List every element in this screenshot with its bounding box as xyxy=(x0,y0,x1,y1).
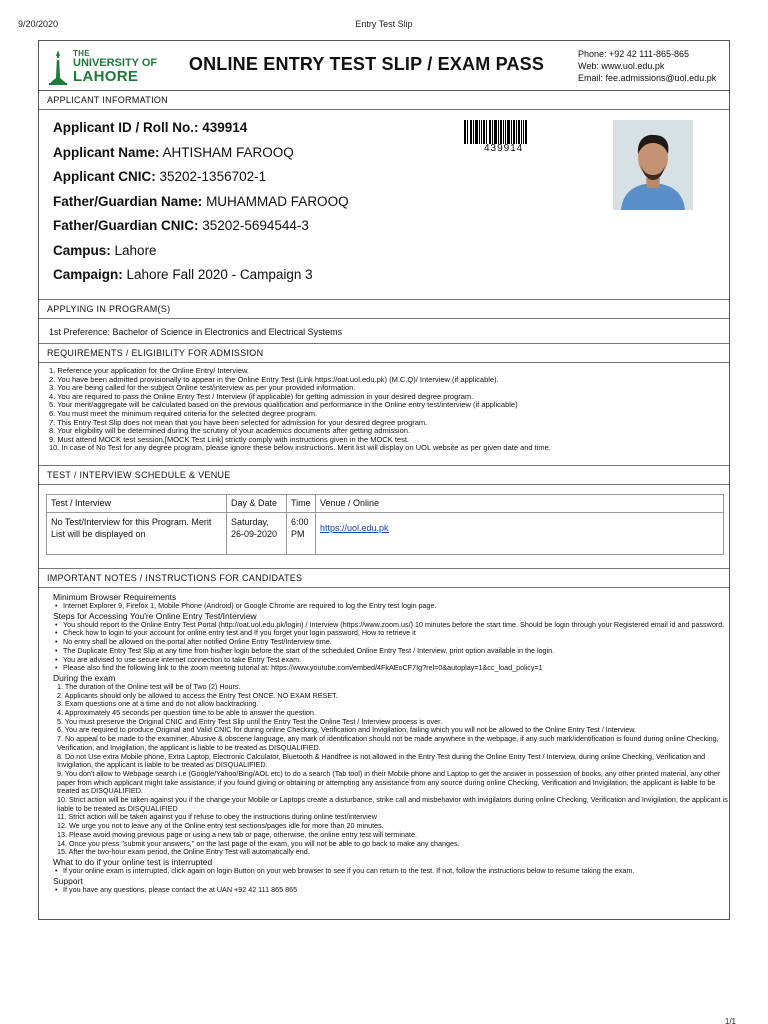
applicant-cnic-row xyxy=(53,169,349,194)
list-item: 4. Approximately 45 seconds per question time to be able to answer the question. xyxy=(57,708,316,718)
section-requirements-heading: REQUIREMENTS / ELIGIBILITY FOR ADMISSION xyxy=(39,344,729,363)
section-applicant-heading: APPLICANT INFORMATION xyxy=(39,91,729,110)
campus-label: Campus: xyxy=(53,242,111,258)
contact-web: Web: www.uol.edu.pk xyxy=(578,61,665,71)
list-item: • If you have any questions, please contact the at UAN +92 42 111 865 865 xyxy=(53,886,729,895)
applicant-id-value: 439914 xyxy=(202,120,248,135)
applicant-fields xyxy=(53,120,349,292)
father-cnic-label: Father/Guardian CNIC: xyxy=(53,218,199,233)
logo-line-2: UNIVERSITY OF xyxy=(73,57,158,69)
campaign-label: Campaign: xyxy=(53,267,123,282)
list-item: 10. Strict action will be taken against you if the change your Mobile or Laptops create a disturbance, strike call and misbehavior with invigilators during online Checking, Verification and Invigilation, the applicant is liable to be treated as DISQUALIFIED xyxy=(57,795,728,813)
list-item: 2. Applicants should only be allowed to access the Entry Test ONCE. NO EXAM RESET. xyxy=(57,690,338,700)
contact-phone: Phone: +92 42 111-865-865 xyxy=(578,49,690,59)
schedule-section xyxy=(39,485,729,569)
instructions xyxy=(39,588,729,894)
schedule-date-cell: Saturday, 26-09-2020 xyxy=(227,513,287,555)
requirement-item: 8. Your eligibility will be determined during the scrutiny of your academics documents after getting admission. xyxy=(49,426,411,436)
contact-email: Email: fee.admissions@uol.edu.pk xyxy=(578,73,717,83)
applicant-photo xyxy=(613,120,693,210)
venue-link[interactable]: https://uol.edu.pk xyxy=(320,523,389,533)
support-heading: Support xyxy=(53,875,83,886)
during-exam-heading: During the exam xyxy=(53,672,116,683)
schedule-col-venue: Venue / Online xyxy=(316,495,724,513)
list-item: 11. Strict action will be taken against you if refuse to obey the instructions during online test/interview xyxy=(57,812,377,822)
list-item: 9. You don't allow to Webpage search i.e (Google/Yahoo/Bing/AOL etc) to do a search (Tab tool) in their Mobile phone and Laptop to get the answer in possession of books, any other printed material, any other paper from which applicant might take assistance, if you found giving or obtaining or attempting any assistance from any source during online Checking, Verification and Invigilation, the applicant is liable to be treated as DISQUALIFIED. xyxy=(57,768,721,796)
list-item: 1. The duration of the Online test will be of Two (2) Hours. xyxy=(57,681,241,691)
applicant-name-value: AHTISHAM FAROOQ xyxy=(162,144,294,160)
entry-test-slip xyxy=(38,40,730,920)
requirement-item: 10. In case of No Test for any degree program, please ignore these below instructions. Merit list will display on UOL website as per given date and time. xyxy=(49,443,551,453)
section-program-heading: APPLYING IN PROGRAM(S) xyxy=(39,300,729,319)
print-header xyxy=(0,0,768,40)
list-item: • If your online exam is interrupted, click again on login Button on your web browser to see if you can return to the test. If not, follow the instructions below to resume taking the exam. xyxy=(53,867,729,876)
list-item: 5. You must preserve the Original CNIC and Entry Test Slip until the Entry Test the Online Test / Interview process is over. xyxy=(57,716,443,726)
applicant-id-row xyxy=(53,120,349,145)
requirement-item: 7. This Entry Test Slip does not mean that you have been selected for admission for your desired degree program. xyxy=(49,417,428,427)
list-item: 7. No appeal to be made to the examiner, Abusive & obscene language, any mark of identification should not be made anywhere in the webpage, if any such mark/identification is found during online Checking, Verification, and Invigilation, the applicant is liable to be treated as DISQUALIFIED. xyxy=(57,734,719,752)
schedule-col-test: Test / Interview xyxy=(47,495,227,513)
requirement-item: 6. You must meet the minimum required criteria for the selected degree program. xyxy=(49,408,318,418)
applicant-cnic-label: Applicant CNIC: xyxy=(53,169,156,184)
program-preference: 1st Preference: Bachelor of Science in Electronics and Electrical Systems xyxy=(39,319,729,344)
father-name-label: Father/Guardian Name: xyxy=(53,193,203,209)
father-cnic-row xyxy=(53,218,349,243)
requirement-item: 5. Your merit/aggregate will be calculated based on the previous qualification and performance in the Online entry test/interview (if applicable) xyxy=(49,400,518,410)
print-date: 9/20/2020 xyxy=(18,19,59,29)
section-schedule-heading: TEST / INTERVIEW SCHEDULE & VENUE xyxy=(39,466,729,485)
schedule-table xyxy=(46,494,724,555)
requirement-item: 3. You are being called for the subject Online test/interview as per your provided information. xyxy=(49,383,356,393)
list-item: 8. Do not Use extra Mobile phone, Extra Laptop, Electronic Calculator, Bluetooth & Handfree is not allowed in the Entry Test during the Online Entry Test / Interview, during online Checking, Verification and Invigilation, the applicant is liable to be treated as DISQUALIFIED. xyxy=(57,751,706,770)
requirement-item: 1. Reference your application for the Online Entry/ Interview. xyxy=(49,366,250,375)
slip-title: ONLINE ENTRY TEST SLIP / EXAM PASS xyxy=(188,54,545,74)
list-item: • No entry shall be allowed on the portal after notified Online Entry Test/Interview time. xyxy=(53,638,729,647)
barcode-icon xyxy=(464,120,527,144)
schedule-col-date: Day & Date xyxy=(227,495,287,513)
father-cnic-value: 35202-5694544-3 xyxy=(202,218,309,233)
list-item: 3. Exam questions one at a time and do not allow backtracking. xyxy=(57,699,259,709)
print-title: Entry Test Slip xyxy=(355,19,413,29)
applicant-information xyxy=(39,110,729,300)
list-item: • Check how to login to your account for online entry test and If you forget your login password, How to retrieve it xyxy=(53,629,729,638)
father-name-value: MUHAMMAD FAROOQ xyxy=(206,193,349,209)
slip-banner xyxy=(39,41,729,91)
campus-row xyxy=(53,243,349,268)
steps-heading: Steps for Accessing You're Online Entry Test/Interview xyxy=(53,610,257,621)
list-item: 14. Once you press "submit your answers," on the last page of the exam, you will not be able to go back to make any changes. xyxy=(57,838,460,848)
applicant-cnic-value: 35202-1356702-1 xyxy=(159,169,267,184)
list-item: • The Duplicate Entry Test Slip at any time from his/her login before the start of the scheduled Online Entry Test / Interview, print option available in the login. xyxy=(53,647,729,656)
logo-line-1: THE xyxy=(73,49,90,58)
list-item: 12. We urge you not to leave any of the Online entry test sections/pages idle for more than 20 minutes. xyxy=(57,821,384,831)
father-name-row xyxy=(53,194,349,219)
applicant-photo-image xyxy=(613,120,693,210)
section-notes-heading: IMPORTANT NOTES / INSTRUCTIONS FOR CANDIDATES xyxy=(39,569,729,588)
schedule-col-time: Time xyxy=(287,495,316,513)
logo-line-3: LAHORE xyxy=(73,68,139,85)
browser-requirements-heading: Minimum Browser Requirements xyxy=(53,592,177,602)
list-item: • You are advised to use secure internet connection to take Entry Test exam. xyxy=(53,656,729,665)
list-item: • Internet Explorer 9, Firefox 1, Mobile Phone (Android) or Google Chrome are required to log the Entry test login page. xyxy=(53,602,729,611)
minaret-logo-icon xyxy=(47,48,69,86)
campaign-row xyxy=(53,267,349,292)
requirement-item: 2. You have been admitted provisionally to appear in the Online Entry Test (Link https://oat.uol.edu.pk) (M.C.Q)/ Interview (if applicable). xyxy=(49,374,499,384)
list-item: 15. After the two-hour exam period, the Online Entry Test will automatically end. xyxy=(57,847,310,857)
list-item: 13. Please avoid moving previous page or using a new tab or page, otherwise, the online entry test will terminate. xyxy=(57,829,417,839)
campus-value: Lahore xyxy=(114,242,157,258)
applicant-name-label: Applicant Name: xyxy=(53,144,160,160)
barcode-number: 439914 xyxy=(484,143,524,154)
page-number: 1/1 xyxy=(724,1017,736,1024)
university-logo xyxy=(47,48,162,86)
contact-info xyxy=(578,48,716,84)
applicant-name-row xyxy=(53,145,349,170)
requirements-list xyxy=(39,363,729,466)
schedule-time-cell: 6:00 PM xyxy=(287,513,316,555)
requirement-item: 9. Must attend MOCK test session,[MOCK Test Link] strictly comply with instructions given in the MOCK test. xyxy=(49,434,409,444)
list-item: • Please also find the following link to the zoom meeting tutorial at: https://www.youtube.com/embed/4FkAEoCF7Ig?rel=0&autoplay=1&cc_load_policy=1 xyxy=(53,664,729,673)
interrupted-heading: What to do if your online test is interrupted xyxy=(53,856,213,867)
campaign-value: Lahore Fall 2020 - Campaign 3 xyxy=(126,267,313,282)
schedule-header-row xyxy=(47,495,724,513)
schedule-venue-cell xyxy=(316,513,724,555)
applicant-id-label: Applicant ID / Roll No.: xyxy=(53,120,199,135)
schedule-test-cell: No Test/Interview for this Program. Merit List will be displayed on xyxy=(47,513,227,555)
list-item: • You should report to the Online Entry Test Portal (http://oat.uol.edu.pk/login) / Interview (https://www.zoom.us/) 10 minutes before the start time. Should be login through your Registered email id and password. xyxy=(53,621,729,630)
requirement-item: 4. You are required to pass the Online Entry Test / Interview (if applicable) for getting admission in your desired degree program. xyxy=(49,391,474,401)
table-row xyxy=(47,513,724,555)
list-item: 6. You are required to produce Original and Valid CNIC for during online Checking, Verification and Invigilation, failing which you will not be allowed to the Online Entry Test / Interview. xyxy=(57,725,637,735)
